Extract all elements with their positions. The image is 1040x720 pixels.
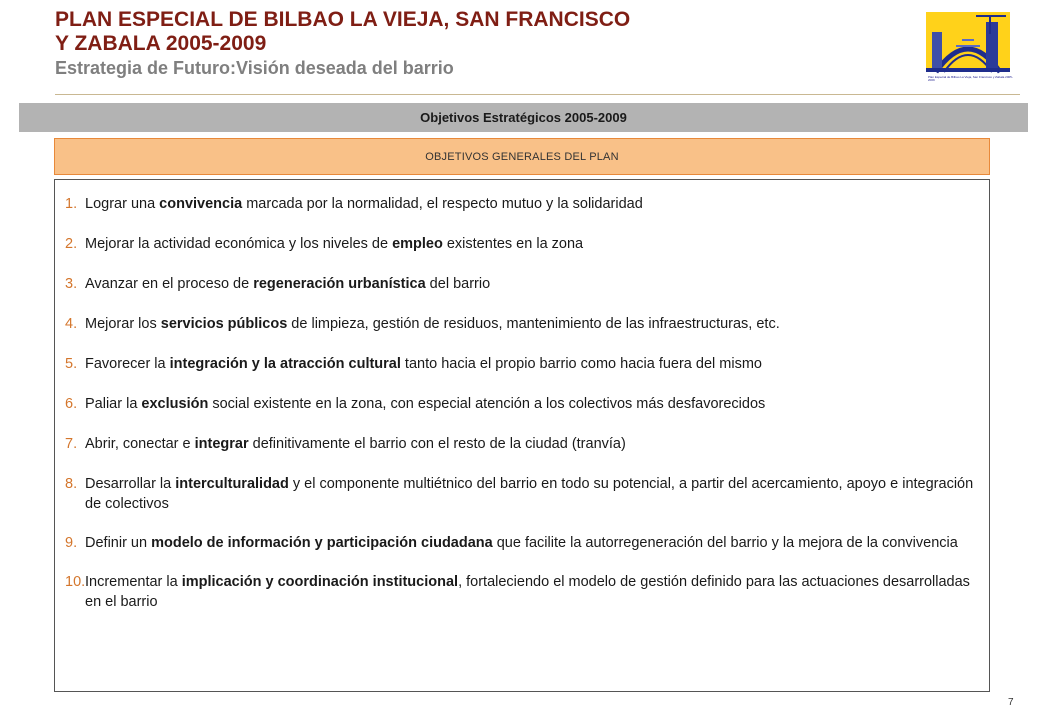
objective-text <box>85 394 987 414</box>
objective-text-part: Definir un <box>85 535 152 551</box>
objective-text-part: de limpieza, gestión de residuos, mantenimiento de las infraestructuras, etc. <box>287 316 780 332</box>
objective-text <box>85 274 987 294</box>
objective-text-part: y el componente multiétnico del barrio en todo su potencial, a partir del acercamiento, apoyo e integración de colectivos <box>85 476 974 512</box>
objective-item <box>65 572 987 612</box>
objective-text-part: Avanzar en el proceso de <box>85 276 254 292</box>
objective-text <box>85 434 987 454</box>
objective-keyword: interculturalidad <box>175 476 289 492</box>
objective-keyword: implicación y coordinación institucional <box>181 574 459 590</box>
general-objectives-header <box>54 138 990 175</box>
objective-text-part: existentes en la zona <box>442 236 584 252</box>
objective-text <box>85 234 987 254</box>
logo-caption: Plan Especial de Bilbao La Vieja, San Francisco y Zabala 2005-2009 <box>928 75 1013 83</box>
objective-text-part: que facilite la autorregeneración del barrio y la mejora de la convivencia <box>492 535 958 551</box>
objective-keyword: integración y la atracción cultural <box>169 356 401 372</box>
objective-keyword: integrar <box>194 436 249 452</box>
objective-item <box>65 474 987 514</box>
objective-text-part: Desarrollar la <box>85 476 176 492</box>
objective-item <box>65 533 987 553</box>
objective-number: 6. <box>65 396 78 412</box>
objective-text-part: tanto hacia el propio barrio como hacia fuera del mismo <box>400 356 762 372</box>
objective-keyword: convivencia <box>159 196 243 212</box>
page-title-line-2: Y ZABALA 2005-2009 <box>55 32 267 55</box>
objective-text <box>85 354 987 374</box>
objective-text <box>85 572 987 612</box>
objective-item <box>65 354 987 374</box>
objective-text-part: definitivamente el barrio con el resto de la ciudad (tranvía) <box>248 436 626 452</box>
objective-number: 2. <box>65 236 78 252</box>
objective-number: 7. <box>65 436 78 452</box>
general-objectives-label: OBJETIVOS GENERALES DEL PLAN <box>425 150 619 163</box>
objective-item <box>65 194 987 214</box>
objective-text-part: Paliar la <box>85 396 142 412</box>
objective-text <box>85 474 987 514</box>
objective-number: 9. <box>65 535 78 551</box>
objective-number: 4. <box>65 316 78 332</box>
objective-number: 3. <box>65 276 78 292</box>
objective-text-part: Favorecer la <box>85 356 170 372</box>
title-block <box>55 8 875 79</box>
objective-keyword: exclusión <box>141 396 209 412</box>
objective-text <box>85 533 987 553</box>
objective-text-part: marcada por la normalidad, el respecto mutuo y la solidaridad <box>242 196 643 212</box>
page-subtitle: Estrategia de Futuro:Visión deseada del barrio <box>55 58 454 78</box>
objective-number: 5. <box>65 356 78 372</box>
objectives-panel <box>54 179 990 692</box>
objective-item <box>65 274 987 294</box>
page-title-line-1: PLAN ESPECIAL DE BILBAO LA VIEJA, SAN FRANCISCO <box>55 8 631 31</box>
objective-item <box>65 314 987 334</box>
objective-text-part: del barrio <box>425 276 491 292</box>
objective-item <box>65 234 987 254</box>
section-bar-label: Objetivos Estratégicos 2005-2009 <box>420 110 627 125</box>
objective-item <box>65 394 987 414</box>
objective-text <box>85 194 987 214</box>
objective-number: 1. <box>65 196 78 212</box>
objectives-list <box>65 194 987 612</box>
objective-number: 10. <box>65 574 86 590</box>
objective-text-part: social existente en la zona, con especial atención a los colectivos más desfavorecidos <box>208 396 766 412</box>
objective-keyword: servicios públicos <box>160 316 288 332</box>
objective-item <box>65 434 987 454</box>
objective-number: 8. <box>65 476 78 492</box>
objective-text-part: , fortaleciendo el modelo de gestión definido para las actuaciones desarrolladas en el barrio <box>85 574 970 610</box>
objective-text <box>85 314 987 334</box>
header-divider <box>55 94 1020 95</box>
objective-keyword: modelo de información y participación ciudadana <box>151 535 493 551</box>
objective-text-part: Abrir, conectar e <box>85 436 195 452</box>
page-number: 7 <box>1008 697 1014 708</box>
objective-text-part: Mejorar los <box>85 316 161 332</box>
objective-keyword: regeneración urbanística <box>253 276 426 292</box>
objective-text-part: Incrementar la <box>85 574 182 590</box>
objective-text-part: Lograr una <box>85 196 160 212</box>
objective-text-part: Mejorar la actividad económica y los niveles de <box>85 236 393 252</box>
section-bar <box>19 103 1028 132</box>
objective-keyword: empleo <box>392 236 443 252</box>
